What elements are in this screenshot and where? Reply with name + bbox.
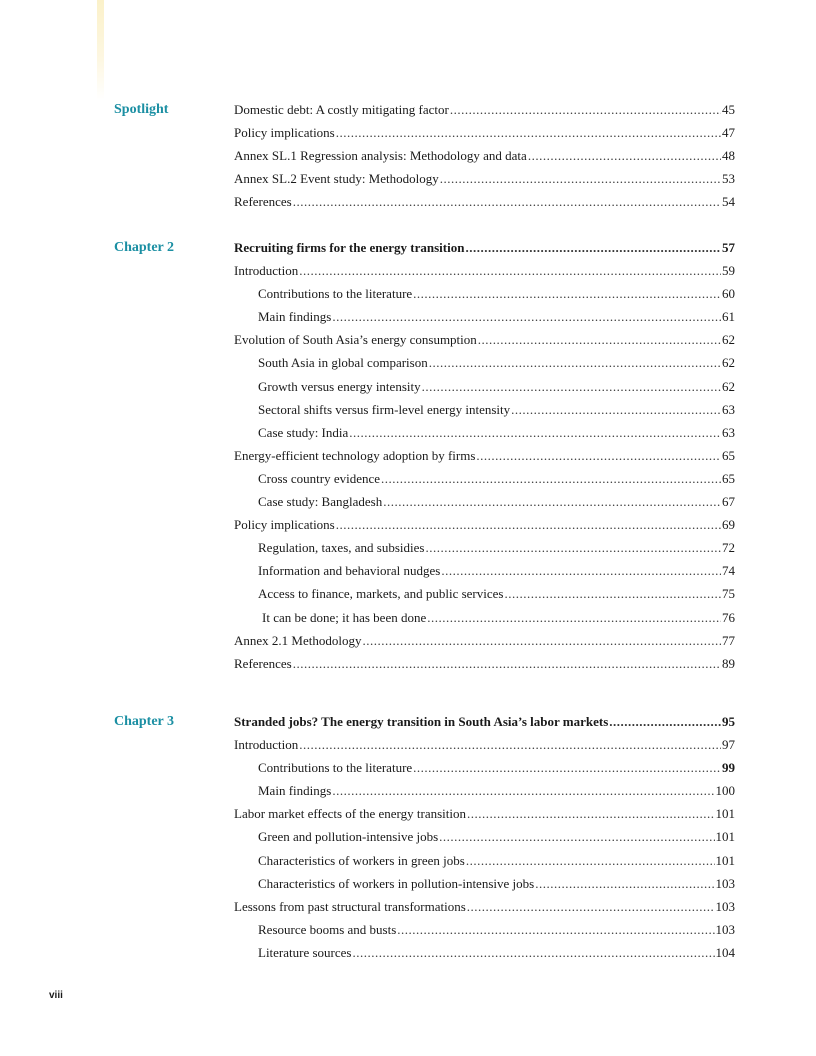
leader-dots — [336, 121, 721, 144]
toc-entry-title: Annex SL.2 Event study: Methodology — [234, 171, 439, 187]
toc-entry-page: 59 — [722, 263, 735, 279]
toc-entry-title: Information and behavioral nudges — [258, 563, 441, 579]
toc-entry-page: 57 — [722, 240, 735, 255]
toc-entry-title: Resource booms and busts — [258, 921, 397, 937]
toc-entry-page: 99 — [722, 760, 735, 776]
toc-entry[interactable] — [234, 190, 735, 213]
toc-entry-title: References — [234, 194, 292, 210]
toc-entry-title: Growth versus energy intensity — [258, 378, 421, 394]
toc-chapter-title[interactable] — [234, 710, 735, 733]
toc-entry-title: Energy-efficient technology adoption by firms — [234, 447, 476, 463]
leader-dots — [528, 144, 721, 167]
toc-entry-title: It can be done; it has been done — [262, 609, 427, 625]
toc-list-chapter-2 — [234, 236, 735, 675]
toc-subentry[interactable] — [234, 559, 735, 582]
toc-entry-page: 103 — [715, 875, 735, 891]
toc-entry-page: 65 — [722, 470, 735, 486]
leader-dots — [422, 375, 721, 398]
leader-dots — [332, 305, 721, 328]
section-label-spotlight: Spotlight — [114, 102, 169, 117]
toc-entry-title: Characteristics of workers in pollution-intensive jobs — [258, 875, 535, 891]
toc-entry-title: Characteristics of workers in green jobs — [258, 852, 465, 868]
toc-list-chapter-3 — [234, 710, 735, 964]
toc-entry[interactable] — [234, 259, 735, 282]
toc-entry-page: 63 — [722, 401, 735, 417]
toc-entry[interactable] — [234, 802, 735, 825]
toc-entry-page: 95 — [722, 714, 735, 729]
toc-entry-page: 62 — [722, 355, 735, 371]
toc-subentry[interactable] — [234, 872, 735, 895]
toc-entry[interactable] — [234, 733, 735, 756]
toc-entry-page: 63 — [722, 424, 735, 440]
leader-dots — [609, 710, 721, 733]
toc-subentry[interactable] — [234, 756, 735, 779]
toc-entry-title: Main findings — [258, 309, 332, 325]
toc-entry-title: Literature sources — [258, 944, 352, 960]
toc-entry-page: 60 — [722, 286, 735, 302]
leader-dots — [440, 167, 721, 190]
leader-dots — [511, 398, 721, 421]
leader-dots — [352, 941, 714, 964]
toc-entry-page: 75 — [722, 586, 735, 602]
toc-entry-page: 45 — [722, 102, 735, 117]
toc-subentry[interactable] — [234, 606, 735, 629]
leader-dots — [397, 918, 714, 941]
toc-entry-title: Annex 2.1 Methodology — [234, 632, 362, 648]
toc-entry-page: 72 — [722, 540, 735, 556]
toc-entry-page: 101 — [715, 806, 735, 822]
toc-subentry[interactable] — [234, 305, 735, 328]
toc-entry-title: Policy implications — [234, 125, 335, 141]
leader-dots — [293, 190, 721, 213]
leader-dots — [336, 513, 721, 536]
leader-dots — [476, 444, 721, 467]
toc-entry-title: Domestic debt: A costly mitigating factor — [234, 102, 449, 117]
leader-dots — [467, 802, 715, 825]
toc-entry[interactable] — [234, 144, 735, 167]
leader-dots — [362, 629, 721, 652]
leader-dots — [535, 872, 714, 895]
leader-dots — [381, 467, 721, 490]
toc-entry-title: Stranded jobs? The energy transition in South Asia’s labor markets — [234, 714, 609, 729]
toc-subentry[interactable] — [234, 282, 735, 305]
section-label-chapter-2: Chapter 2 — [114, 240, 175, 255]
toc-entry-title: Sectoral shifts versus firm-level energy intensity — [258, 401, 511, 417]
leader-dots — [466, 849, 715, 872]
leader-dots — [425, 536, 721, 559]
toc-entry-page: 47 — [722, 125, 735, 141]
toc-entry-page: 101 — [715, 829, 735, 845]
toc-entry-title: Policy implications — [234, 517, 335, 533]
toc-entry-title: Case study: Bangladesh — [258, 494, 383, 510]
toc-subentry[interactable] — [234, 421, 735, 444]
toc-subentry[interactable] — [234, 825, 735, 848]
toc-subentry[interactable] — [234, 918, 735, 941]
toc-entry-page: 54 — [722, 194, 735, 210]
toc-entry[interactable] — [234, 121, 735, 144]
leader-dots — [293, 652, 721, 675]
toc-entry[interactable] — [234, 328, 735, 351]
toc-subentry[interactable] — [234, 398, 735, 421]
leader-dots — [299, 259, 721, 282]
leader-dots — [465, 236, 721, 259]
leader-dots — [467, 895, 715, 918]
toc-entry-title: Lessons from past structural transformations — [234, 898, 466, 914]
toc-subentry[interactable] — [234, 849, 735, 872]
toc-entry-page: 104 — [715, 944, 735, 960]
toc-entry-title: Main findings — [258, 783, 332, 799]
toc-subentry[interactable] — [234, 779, 735, 802]
page-number: viii — [49, 990, 63, 1001]
toc-entry-title: Access to finance, markets, and public services — [258, 586, 504, 602]
leader-dots — [478, 328, 721, 351]
toc-subentry[interactable] — [234, 941, 735, 964]
leader-dots — [450, 98, 721, 121]
toc-entry-title: Green and pollution-intensive jobs — [258, 829, 439, 845]
toc-entry-title: Evolution of South Asia’s energy consumption — [234, 332, 477, 348]
toc-entry[interactable] — [234, 895, 735, 918]
toc-entry-title: Cross country evidence — [258, 470, 381, 486]
toc-entry-title: References — [234, 655, 292, 671]
toc-entry-title: Introduction — [234, 263, 299, 279]
leader-dots — [429, 351, 721, 374]
toc-entry[interactable] — [234, 444, 735, 467]
toc-entry-page: 48 — [722, 148, 735, 164]
toc-entry[interactable] — [234, 98, 735, 121]
toc-entry-page: 97 — [722, 737, 735, 753]
toc-entry-page: 53 — [722, 171, 735, 187]
toc-entry-page: 69 — [722, 517, 735, 533]
toc-entry-title: Contributions to the literature — [258, 760, 413, 776]
toc-entry-page: 89 — [722, 655, 735, 671]
toc-subentry[interactable] — [234, 536, 735, 559]
toc-entry-title: Annex SL.1 Regression analysis: Methodology and data — [234, 148, 527, 164]
toc-entry-title: Recruiting firms for the energy transition — [234, 240, 465, 255]
toc-list-spotlight — [234, 98, 735, 213]
leader-dots — [349, 421, 721, 444]
leader-dots — [427, 606, 721, 629]
toc-subentry[interactable] — [234, 467, 735, 490]
toc-entry-page: 100 — [715, 783, 735, 799]
leader-dots — [332, 779, 714, 802]
leader-dots — [439, 825, 714, 848]
leader-dots — [504, 582, 721, 605]
leader-dots — [299, 733, 721, 756]
toc-entry-title: Introduction — [234, 737, 299, 753]
toc-entry-page: 65 — [722, 447, 735, 463]
leader-dots — [413, 756, 721, 779]
toc-entry-page: 76 — [722, 609, 735, 625]
toc-chapter-title[interactable] — [234, 236, 735, 259]
toc-entry-page: 61 — [722, 309, 735, 325]
toc-subentry[interactable] — [234, 375, 735, 398]
toc-entry-title: Labor market effects of the energy transition — [234, 806, 466, 822]
toc-entry-page: 103 — [715, 921, 735, 937]
toc-subentry[interactable] — [234, 351, 735, 374]
toc-entry-page: 77 — [722, 632, 735, 648]
leader-dots — [441, 559, 721, 582]
toc-entry-page: 101 — [715, 852, 735, 868]
toc-entry[interactable] — [234, 629, 735, 652]
toc-entry-page: 74 — [722, 563, 735, 579]
toc-entry-title: Regulation, taxes, and subsidies — [258, 540, 425, 556]
toc-entry[interactable] — [234, 513, 735, 536]
toc-entry-page: 62 — [722, 378, 735, 394]
leader-dots — [383, 490, 721, 513]
toc-entry[interactable] — [234, 652, 735, 675]
toc-entry-title: South Asia in global comparison — [258, 355, 428, 371]
section-label-chapter-3: Chapter 3 — [114, 714, 175, 729]
page-edge-accent — [97, 0, 104, 100]
toc-entry-page: 62 — [722, 332, 735, 348]
toc-entry-title: Case study: India — [258, 424, 349, 440]
toc-entry-page: 67 — [722, 494, 735, 510]
toc-subentry[interactable] — [234, 582, 735, 605]
toc-entry[interactable] — [234, 167, 735, 190]
leader-dots — [413, 282, 721, 305]
toc-subentry[interactable] — [234, 490, 735, 513]
toc-entry-title: Contributions to the literature — [258, 286, 413, 302]
toc-entry-page: 103 — [715, 898, 735, 914]
